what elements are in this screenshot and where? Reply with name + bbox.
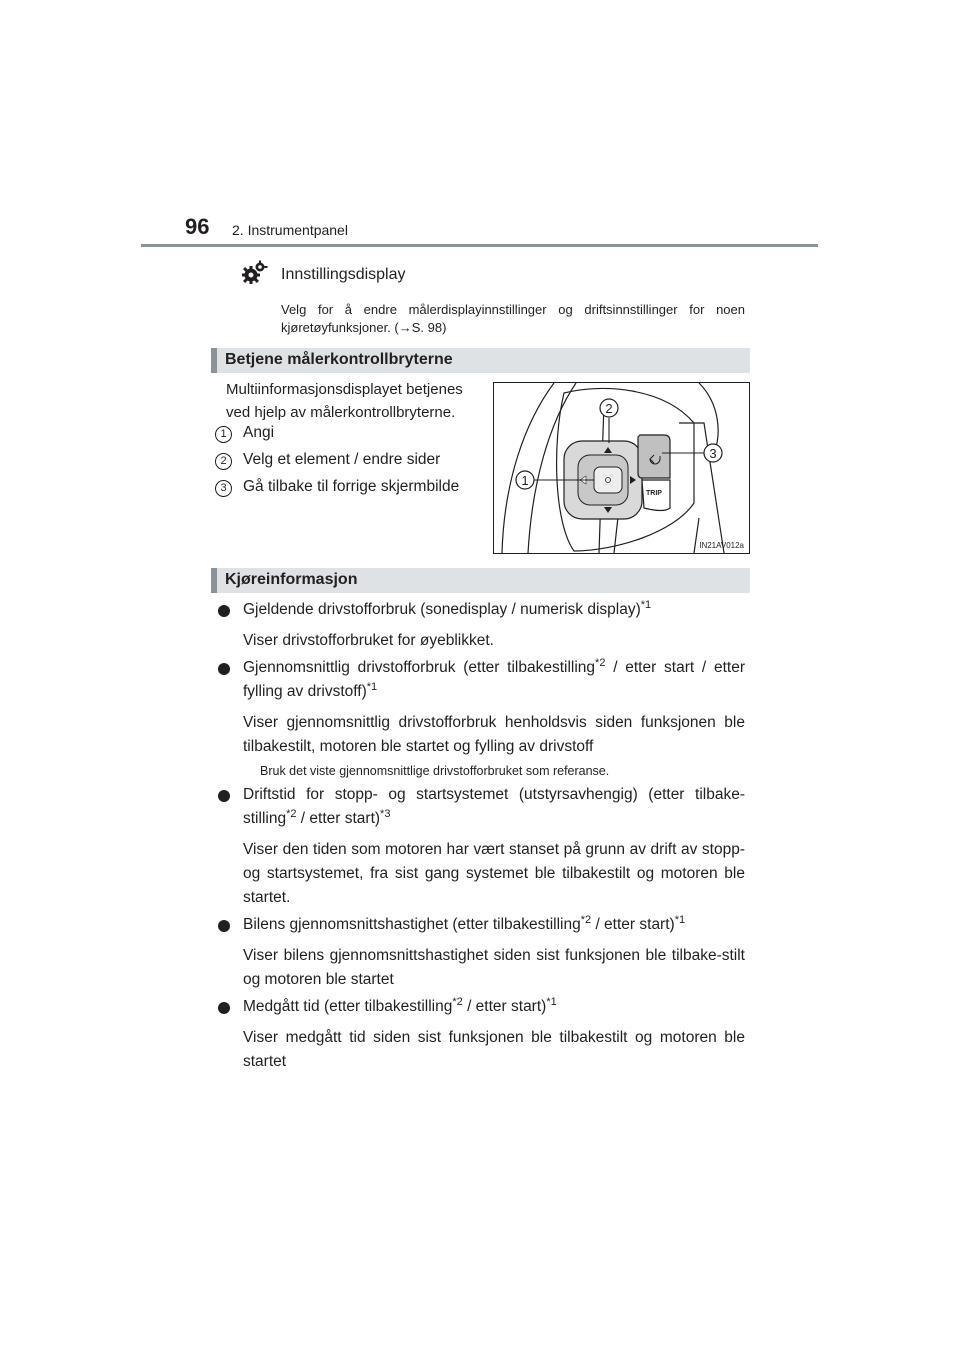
settings-display-description: Velg for å endre målerdisplayinnstillinger og driftsinnstillinger for noen kjøretøyfunksjoner. (→S. 98) (281, 302, 745, 335)
list-item (215, 451, 485, 478)
list-item (215, 424, 485, 451)
bullet-item (218, 913, 745, 937)
section-header-meter-switches (211, 348, 750, 373)
header-divider (141, 244, 818, 247)
footnote-ref: *2 (452, 995, 463, 1008)
callout-2: 2 (605, 401, 613, 416)
bullet-item (218, 598, 745, 622)
footnote-ref: *1 (674, 913, 686, 926)
number-badge: 1 (215, 426, 232, 443)
numbered-list (215, 424, 485, 505)
section-title: Kjøreinformasjon (225, 571, 358, 588)
bullet-dot (218, 790, 230, 802)
bullet-title: Driftstid for stopp- og startsystemet (utstyrsavhengig) (etter tilbake-stilling (243, 786, 745, 827)
footnote-ref: *2 (286, 807, 297, 820)
bullet-description: Viser drivstofforbruket for øyeblikket. (243, 632, 494, 649)
footnote-ref: *1 (546, 995, 557, 1008)
trip-button-label: TRIP (646, 490, 662, 497)
settings-display-title: Innstillingsdisplay (281, 266, 406, 283)
bullet-item (218, 995, 745, 1019)
page-number: 96 (185, 214, 210, 239)
bullet-dot (218, 605, 230, 617)
list-item-label: Velg et element / endre sider (243, 451, 441, 468)
callout-1: 1 (521, 473, 529, 488)
footnote-ref: *1 (366, 680, 378, 693)
bullet-dot (218, 1002, 230, 1014)
number-badge: 3 (215, 480, 232, 497)
driving-info-content (218, 596, 745, 1077)
footnote-ref: *3 (380, 807, 391, 820)
bullet-dot (218, 920, 230, 932)
steering-wheel-diagram (494, 383, 749, 553)
bullet-description: Viser den tiden som motoren har vært stanset på grunn av drift av stopp- og startsystemet, fra sist gang systemet ble tilbakestilt og motoren ble startet. (243, 841, 745, 906)
bullet-title-cont: / etter start / etter fylling av drivstoff) (243, 659, 745, 700)
bullet-description: Viser bilens gjennomsnittshastighet siden sist funksjonen ble tilbake-stilt og motoren ble startet (243, 947, 745, 988)
bullet-note: Bruk det viste gjennomsnittlige drivstofforbruket som referanse. (260, 764, 610, 778)
list-item (215, 478, 485, 505)
footnote-ref: *2 (580, 913, 592, 926)
section-title: Betjene målerkontrollbryterne (225, 351, 453, 368)
settings-gear-icon (240, 259, 268, 287)
figure-code: IN21AV012a (699, 541, 744, 550)
list-item-label: Gå tilbake til forrige skjermbilde (243, 478, 460, 495)
bullet-title: Gjennomsnittlig drivstofforbruk (etter tilbakestilling (243, 659, 596, 676)
bullet-description: Viser gjennomsnittlig drivstofforbruk henholdsvis siden funksjonen ble tilbakestilt, motoren ble startet og fylling av drivstoff (243, 714, 745, 755)
bullet-title: Gjeldende drivstofforbruk (sonedisplay / numerisk display) (243, 601, 641, 618)
bullet-description: Viser medgått tid siden sist funksjonen ble tilbakestilt og motoren ble startet (243, 1029, 745, 1070)
bullet-title: Bilens gjennomsnittshastighet (etter tilbakestilling (243, 916, 581, 933)
section-header-driving-info (211, 568, 750, 593)
bullet-item (218, 783, 745, 831)
bullet-title: Medgått tid (etter tilbakestilling (243, 998, 453, 1015)
bullet-title-cont: / etter start) (591, 916, 675, 933)
footnote-ref: *1 (640, 598, 652, 611)
steering-switch-illustration (493, 382, 750, 554)
bullet-item (218, 656, 745, 704)
number-badge: 2 (215, 453, 232, 470)
bullet-title-cont: / etter start) (296, 810, 381, 827)
meter-switches-intro: Multiinformasjonsdisplayet betjenes ved hjelp av målerkontrollbryterne. (226, 381, 463, 421)
list-item-label: Angi (243, 424, 275, 441)
chapter-title: 2. Instrumentpanel (232, 222, 348, 238)
footnote-ref: *2 (595, 656, 606, 669)
bullet-title-cont: / etter start) (462, 998, 547, 1015)
callout-3: 3 (709, 446, 717, 461)
bullet-dot (218, 663, 230, 675)
